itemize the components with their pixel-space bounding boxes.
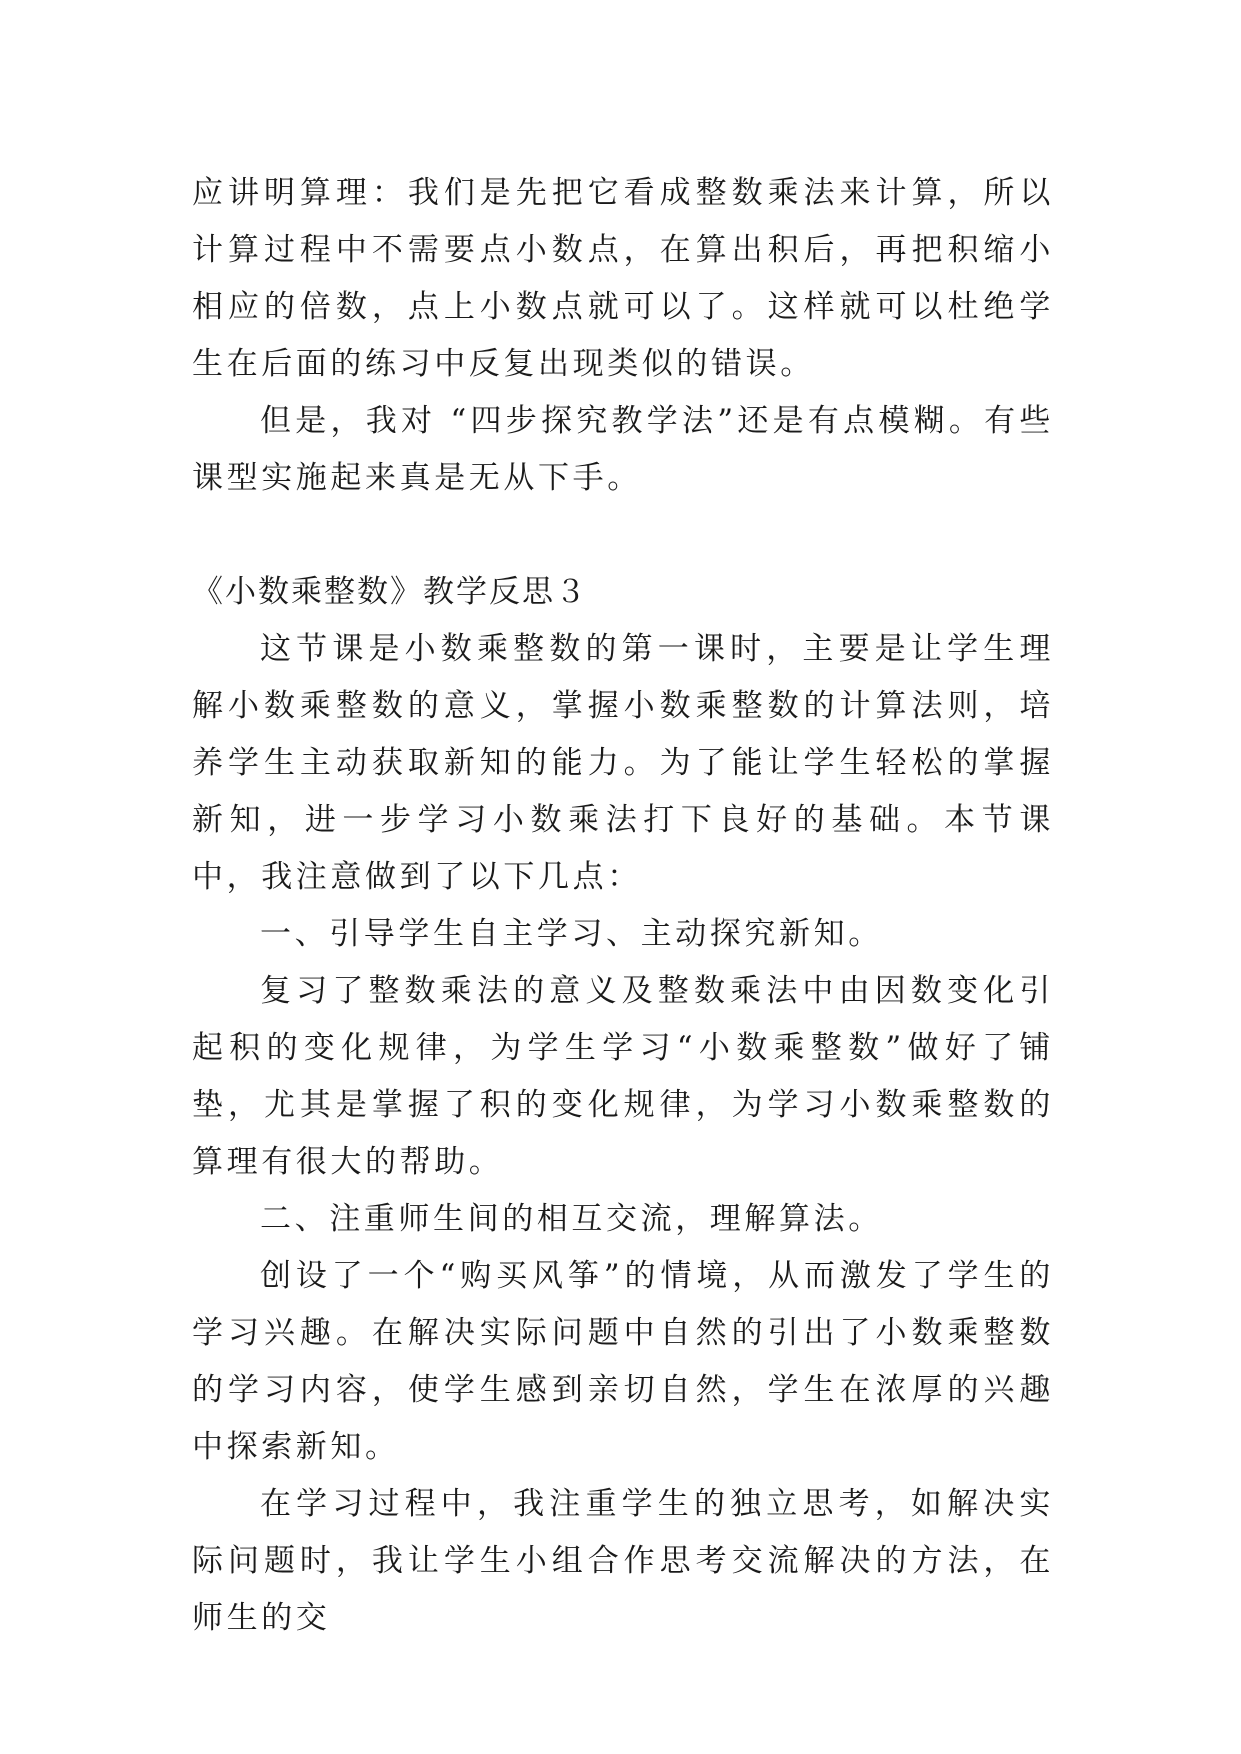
document-page — [192, 165, 1054, 1647]
paragraph-continuation: 应讲明算理：我们是先把它看成整数乘法来计算，所以计算过程中不需要点小数点，在算出积后，再把积缩小相应的倍数，点上小数点就可以了。这样就可以杜绝学生在后面的练习中反复出现类似的错误。 — [192, 175, 1054, 382]
paragraph-point-two-heading: 二、注重师生间的相互交流，理解算法。 — [260, 1201, 883, 1237]
paragraph-point-one-body: 复习了整数乘法的意义及整数乘法中由因数变化引起积的变化规律，为学生学习“小数乘整数”做好了铺垫，尤其是掌握了积的变化规律，为学习小数乘整数的算理有很大的帮助。 — [192, 973, 1054, 1180]
paragraph-point-two-body: 创设了一个“购买风筝”的情境，从而激发了学生的学习兴趣。在解决实际问题中自然的引出了小数乘整数的学习内容，使学生感到亲切自然，学生在浓厚的兴趣中探索新知。 — [192, 1258, 1054, 1465]
section-spacer — [192, 507, 1054, 564]
paragraph-point-one-heading: 一、引导学生自主学习、主动探究新知。 — [260, 916, 883, 952]
section-title: 《小数乘整数》教学反思３ — [192, 574, 588, 610]
paragraph-intro: 这节课是小数乘整数的第一课时，主要是让学生理解小数乘整数的意义，掌握小数乘整数的计算法则，培养学生主动获取新知的能力。为了能让学生轻松的掌握新知，进一步学习小数乘法打下良好的基础。本节课中，我注意做到了以下几点： — [192, 631, 1054, 895]
paragraph-four-step-method: 但是，我对 “四步探究教学法”还是有点模糊。有些课型实施起来真是无从下手。 — [192, 403, 1054, 496]
paragraph-independent-thinking: 在学习过程中，我注重学生的独立思考，如解决实际问题时，我让学生小组合作思考交流解决的方法，在师生的交 — [192, 1486, 1054, 1636]
